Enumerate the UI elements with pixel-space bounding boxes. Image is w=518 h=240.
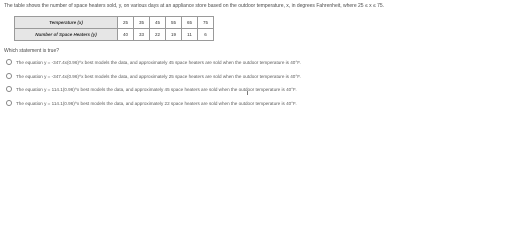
data-table xyxy=(14,16,214,41)
option-label: The equation y = -347.4x(0.96)^x best models the data, and approximately 45 space heaters are sold when the outdoor temperature is 40°F. xyxy=(16,59,301,65)
table-cell: 19 xyxy=(166,29,182,41)
table-row xyxy=(15,29,214,41)
table-cell: 33 xyxy=(134,29,150,41)
answer-option-c[interactable] xyxy=(6,86,297,92)
answer-option-d[interactable] xyxy=(6,100,297,106)
radio-button-icon[interactable] xyxy=(6,59,12,65)
table-cell: 22 xyxy=(150,29,166,41)
table-row xyxy=(15,17,214,29)
table-cell: 45 xyxy=(150,17,166,29)
table-cell: 55 xyxy=(166,17,182,29)
table-cell: 75 xyxy=(198,17,214,29)
table-cell: 40 xyxy=(118,29,134,41)
question-prompt: Which statement is true? xyxy=(4,48,60,54)
row-header-temperature: Temperature (x) xyxy=(15,17,118,29)
table-cell: 11 xyxy=(182,29,198,41)
option-label: The equation y = 114.1(0.96)^x best models the data, and approximately 45 space heaters are sold when the outdoor temperature is 40°F. xyxy=(16,86,297,92)
answer-option-a[interactable] xyxy=(6,59,301,65)
text-cursor-icon xyxy=(247,91,248,95)
question-intro: The table shows the number of space heaters sold, y, on various days at an appliance store based on the outdoor temperature, x, in degrees Fahrenheit, where 25 ≤ x ≤ 75. xyxy=(4,3,385,9)
table-cell: 6 xyxy=(198,29,214,41)
table-cell: 25 xyxy=(118,17,134,29)
option-label: The equation y = -347.4x(0.96)^x best models the data, and approximately 25 space heaters are sold when the outdoor temperature is 40°F. xyxy=(16,73,301,79)
radio-button-icon[interactable] xyxy=(6,86,12,92)
answer-option-b[interactable] xyxy=(6,73,301,79)
radio-button-icon[interactable] xyxy=(6,73,12,79)
row-header-heaters: Number of Space Heaters (y) xyxy=(15,29,118,41)
radio-button-icon[interactable] xyxy=(6,100,12,106)
table-cell: 35 xyxy=(134,17,150,29)
table-cell: 65 xyxy=(182,17,198,29)
option-label: The equation y = 114.1(0.96)^x best models the data, and approximately 22 space heaters are sold when the outdoor temperature is 40°F. xyxy=(16,100,297,106)
